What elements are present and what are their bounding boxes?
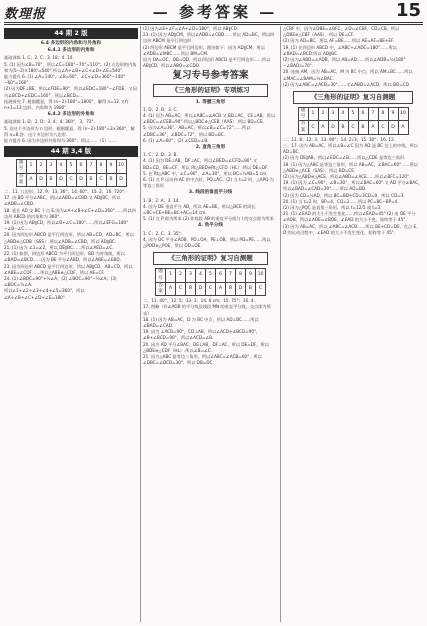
table-cell: 4 xyxy=(56,160,66,173)
answer-paragraph: 能力提升 6. (1) ∠A=140°，∠B=60°，∠C+∠D=360°−140°−60°=160°. xyxy=(4,74,126,86)
answer-paragraph: 5. 在 Rt△ABC 中，∠C=90°，∠A=30°，所以 BC=½AB=5 cm. xyxy=(143,170,268,176)
answer-paragraph: 能力提升 6. 因为多边形外角和为 360°，所以……（1）…… xyxy=(4,138,117,144)
table-cell: D xyxy=(116,173,126,186)
answer-paragraph: 5. (1) 点 P 即为所求.(2) 作线段 AB 的垂直平分线与 l 的交点即为所求. xyxy=(143,216,276,222)
answer-paragraph: 1. B；2. A；3. 14. xyxy=(143,197,180,203)
answer-paragraph: 1. C；2. D；3. B. xyxy=(143,152,178,158)
subsection-heading: 4. 角平分线 xyxy=(198,223,223,229)
section-box: 《三角形的证明》复习自测题 xyxy=(293,91,413,104)
answer-paragraph: 拓展探究 7. 根据题意，得 (n−2)·180°=1800°，解得 n=12.又有 n+1=13 边形，内角和为 1980°. xyxy=(4,98,129,111)
subsection-heading: 1. 等腰三角形 xyxy=(195,99,226,105)
answer-paragraph: 二、11. 8；12. 3；13. 90°；14. 2√3；15. 30°；16. 12. xyxy=(283,136,396,142)
table-row xyxy=(298,121,408,134)
table-cell: C xyxy=(308,121,318,134)
column-2 xyxy=(143,26,278,622)
answer-paragraph: 6. (1) 点 P 运动到 AC 的中点时，PQ⊥AC；(2) 当 t=2 时，△APQ 为等边三角形. xyxy=(143,177,274,189)
answer-paragraph: (2) 因为DF⊥BE，所以∠FDE=90°，所以∠EDC=180°−∠FDE，又因为∠BCD+∠EDC=160°，所以∠BCD=... xyxy=(4,86,137,98)
answer-paragraph: 19. (1) 在四边形 ABCD 中，∠ABC+∠ADC=180°……所以∠BAD=∠BCD.所以 AD∥BC. xyxy=(283,44,397,56)
table-cell: D xyxy=(76,173,86,186)
table-cell: 3 xyxy=(328,108,338,121)
table-cell: 1 xyxy=(26,160,36,173)
table-cell: B xyxy=(246,282,256,295)
answer-paragraph: 21. 因为△ABC 是等边三角形，所以∠ABC=∠ACB=60°，所以∠DBC=∠DCB=30°，所以 DB=DC. xyxy=(143,353,262,366)
answer-paragraph: 18. (1) 因为△ABC 是等边三角形，所以 AB=AC，∠BAC=60°……所以△ABD≌△ACE（SAS），所以 BD=CE. xyxy=(283,161,418,173)
answer-paragraph: 18. 延长 AD 交 BC 于点 E.因为∠A+∠B+∠C+∠D=360°……所以四边形 ABCD 的内角和为 360°. xyxy=(4,207,136,219)
table-cell: C xyxy=(66,173,76,186)
page-header xyxy=(0,0,427,22)
table-cell: C xyxy=(256,282,266,295)
answer-paragraph: 5. 设这个多边形为 n 边形，根据题意，得 (n−2)·180°=3×360°，解得 n=8.答：这个多边形为八边形. xyxy=(4,125,135,137)
section-box: 《三角形的证明》专项练习 xyxy=(153,84,268,97)
newspaper-logo: 数理报 xyxy=(4,7,47,22)
answer-paragraph: 6. (1) ∠A=60°；(2) ∠CED=∠B. xyxy=(143,137,209,143)
answer-paragraph: 20. 连接 AM，因为 AB=AC，M 为 BC 中点，所以 AM⊥BC……所以∠MAC=∠BAM=½∠BAC. xyxy=(283,69,413,81)
answer-paragraph: 23. (1) 因为 AD∥CM，所以∠ADB=∠CBD……所以 AD=BC，所以四边形 ABCM 是平行四边形. xyxy=(143,32,275,44)
answer-paragraph: 基础训练 1. C；2. C；3. 18；4. 10. xyxy=(4,55,74,61)
review-title: 复习专号参考答案 xyxy=(172,70,249,82)
table-cell: 6 xyxy=(358,108,368,121)
table-cell: 4 xyxy=(338,108,348,121)
subsection-heading: 6.4.1 多边形的内角和 xyxy=(47,48,95,54)
table-cell: A xyxy=(398,121,408,134)
table-cell: C xyxy=(176,282,186,295)
table-cell: 6 xyxy=(76,160,86,173)
answer-paragraph: (2) 因为 DE∥AB，所以∠EDC=∠B……所以△CDE 是等边三角形. xyxy=(283,155,406,161)
column-1 xyxy=(4,26,138,622)
answer-paragraph: △CBF 中，因为∠DBE=∠BFC，∠D=∠CBF，CD=CB，所以△DBE≌△CBF（AAS），所以 DE=CF. xyxy=(283,26,400,38)
answer-paragraph: 4. 因为 OC 平分∠AOB，PD⊥OA，PE⊥OB，所以 PD=PE……所以△POD≌△POE，所以 OD=OE. xyxy=(143,236,271,249)
table-cell: 9 xyxy=(106,160,116,173)
answer-paragraph: 19. (1) 因为 AB∥CD，所以∠B+∠C=180°……所以∠EFG=180°−∠B−∠C…… xyxy=(4,220,129,232)
answer-paragraph: (2) 四边形 ABCM 是平行四边形，理由如下：因为 AD∥CM，所以∠ADB=∠MBC……所以 BM=CM. xyxy=(143,44,265,56)
answer-paragraph: 1. C；2. C；3. 35°. xyxy=(143,230,182,236)
answer-paragraph: 20. 因为四边形 ABCD 是平行四边形，所以 AB=CD，AD=BC，所以△ABD≌△CDB（SSS）.所以∠ADB=∠CBD，所以 AD∥BC. xyxy=(4,232,134,244)
table-cell: D xyxy=(196,282,206,295)
page-number: 15 xyxy=(395,0,421,21)
column-3 xyxy=(283,26,423,622)
answer-paragraph: 23. 因为四边形 ABCD 是平行四边形，所以 AB∥CD，AB=CD，所以∠ABE=∠CDF……所以△ABE≌△CDF，所以 AE=CF. xyxy=(4,263,133,275)
table-cell: C xyxy=(206,282,216,295)
answer-table xyxy=(16,159,127,187)
table-cell: 1 xyxy=(308,108,318,121)
table-cell: 题号 xyxy=(156,269,166,282)
answer-paragraph: 19. (1) 因为 ∠C=90°，∠B=30°，所以∠BAC=60°.又 AD 平分∠BAC，所以∠BAD=∠CAD=30°……所以 AD=BD. xyxy=(283,180,423,192)
answer-paragraph: (2) 因为 AD=BC，所以 AF=BE……所以 AE=AF=BE+EF. xyxy=(283,38,395,44)
table-cell: 答案 xyxy=(156,282,166,295)
table-cell: 10 xyxy=(256,269,266,282)
table-cell: 2 xyxy=(36,160,46,173)
table-cell: 1 xyxy=(166,269,176,282)
table-row xyxy=(16,173,126,186)
answer-paragraph: (2) 因为 CD=½AD，所以 BC=BD+CD=3CD=9，所以 CD=3. xyxy=(283,192,405,198)
subsection-heading: 6.4.2 多边形的外角和 xyxy=(47,112,95,118)
table-cell: D xyxy=(56,173,66,186)
answer-paragraph: (2) 因为△ABD≌△ACE，所以∠ABD=∠ACE……所以∠BFC=120°. xyxy=(283,174,411,180)
table-cell: 题号 xyxy=(16,160,26,173)
table-cell: 3 xyxy=(186,269,196,282)
answer-paragraph: 二、11. 八边形；12. 9；13. 36°；14. 60°；15. 2；16. 720°. xyxy=(4,189,126,195)
answer-paragraph: (3) 因为 AB=AC，所以 ∠ABC=∠ACB……所以 BE+CD=DE，在点 E、D 的运动过程中，∠EAD 的大小不发生变化，始终等于 45°. xyxy=(283,223,421,235)
table-cell: B xyxy=(358,121,368,134)
answer-paragraph: 1. D；2. B；3. C. xyxy=(143,106,178,112)
answer-paragraph: 所以∠1+∠2+∠3+∠4+∠5=360°，所以 ∠A+∠B+∠C+∠D+∠E=180°. xyxy=(4,288,85,300)
section-bar: 44 期 2 版 xyxy=(4,28,138,39)
table-cell: A xyxy=(166,282,176,295)
answer-paragraph: (2) 因为∠E+∠F=∠A+∠D=180°，所以 AB∥CD. xyxy=(143,26,239,31)
table-cell: 9 xyxy=(246,269,256,282)
answer-paragraph: 基础训练 1. D；2. D；3. 4；4. 360°，3，72°. xyxy=(4,119,95,125)
table-cell: D xyxy=(328,121,338,134)
column-divider xyxy=(140,26,141,622)
table-cell: B xyxy=(86,173,96,186)
answer-paragraph: 4. (1) 因为 DE⊥AB，DF⊥AC，所以∠BED=∠CFD=90°.又 BD=CD，BE=CF，所以 Rt△BED≌Rt△CFD（HL）.所以 DE=DF. xyxy=(143,158,269,170)
table-cell: 答案 xyxy=(16,173,26,186)
answer-paragraph: 17. 由 BD 平分∠ABC，所以∠ABD=∠CBD.又 AD∥BC，所以∠ADB=∠CBD. xyxy=(4,195,121,207)
answer-table xyxy=(298,107,409,135)
subsection-heading: 6.4 多边形的内角和与外角和 xyxy=(40,41,102,46)
table-cell: 5 xyxy=(348,108,358,121)
answer-paragraph: 21. (1) 因为 ∠1=∠2，所以 DE∥BC……所以∠AED=∠C. xyxy=(4,244,114,250)
table-cell: D xyxy=(388,121,398,134)
column-divider xyxy=(280,26,281,622)
answer-paragraph: 17. 图略（作∠AOB 的平分线及线段 MN 的垂直平分线，交点即为所求）. xyxy=(143,304,271,316)
table-cell: B xyxy=(46,173,56,186)
table-cell: A xyxy=(368,121,378,134)
table-row xyxy=(156,282,266,295)
table-cell: 8 xyxy=(236,269,246,282)
table-cell: A xyxy=(318,121,328,134)
table-cell: B xyxy=(226,282,236,295)
table-cell: 3 xyxy=(46,160,56,173)
answer-paragraph: 19. 因为 ∠ACB=90°，CD⊥AB，所以∠ACD+∠BCD=90°，∠B+∠BCD=90°，所以∠ACD=∠B. xyxy=(143,329,261,341)
table-cell: B xyxy=(186,282,196,295)
answer-paragraph: (2) 因为△PQC 是直角三角形，所以 t=12/5 或 t=3. xyxy=(283,205,382,211)
table-cell: 7 xyxy=(368,108,378,121)
table-cell: 10 xyxy=(398,108,408,121)
subsection-heading: 3. 线段的垂直平分线 xyxy=(188,190,233,196)
table-cell: B xyxy=(338,121,348,134)
answer-paragraph: 20. 因为 AD 平分∠BAC，DE⊥AB，DF⊥AC，所以 DE=DF，所以△BDE≌△CDF（HL）.所以∠B=∠C. xyxy=(143,341,269,353)
table-cell: 2 xyxy=(176,269,186,282)
table-cell: 5 xyxy=(206,269,216,282)
table-cell: 题号 xyxy=(298,108,308,121)
table-cell: B xyxy=(106,173,116,186)
table-cell: C xyxy=(348,121,358,134)
section-box: 《三角形的证明》复习自测题 xyxy=(153,252,268,265)
table-cell: 5 xyxy=(66,160,76,173)
table-cell: 6 xyxy=(216,269,226,282)
table-row xyxy=(156,269,266,282)
table-cell: 7 xyxy=(226,269,236,282)
title-text: 参考答案 xyxy=(178,3,251,21)
table-cell: D xyxy=(36,173,46,186)
table-cell: 2 xyxy=(318,108,328,121)
answer-paragraph: (2) 因为∠ABD=∠ADB，所以 AB=AD……所以∠ADB=½(180°−∠BAD)=70°. xyxy=(283,57,406,69)
answer-paragraph: (2) 因为∠ABC=∠ACB=30°……又∠ABD=∠ACD，所以 BD=CD. xyxy=(283,81,411,87)
answer-paragraph: 三、17. 因为 AB=AC，所以∠B=∠C.因为 AD 是 BC 边上的中线，所以 AD⊥BC. xyxy=(283,143,418,155)
answer-paragraph: 5. 因为∠A=36°，AB=AC，所以∠B=∠C=72°……所以∠DBC=36°，∠BDC=72°，所以 BD=BC. xyxy=(143,125,251,137)
table-cell: 答案 xyxy=(298,121,308,134)
table-cell: 4 xyxy=(196,269,206,282)
table-cell: 10 xyxy=(116,160,126,173)
answer-paragraph: 20. (1) 当 t=2 时，BP=4，CQ=2……所以 PC=BC−BP=4. xyxy=(283,198,399,204)
answer-paragraph: 4. 因为 DE 垂直平分 AB，所以 AE=BE，所以△BCE 的周长=BC+CE+BE=BC+AC=14 cm. xyxy=(143,203,256,216)
answer-table xyxy=(155,268,266,296)
table-cell: 9 xyxy=(388,108,398,121)
answer-paragraph: 5. (1) 因为∠B=70°，所以∠C=180°−70°=110°；(2) 五边形的内角和为(5−2)×180°=540°.所以∠A+∠B+∠C+∠D+∠E=540°. xyxy=(4,61,137,73)
table-cell: 8 xyxy=(96,160,106,173)
table-cell: D xyxy=(236,282,246,295)
subsection-heading: 2. 直角三角形 xyxy=(195,145,226,151)
answer-paragraph: 因为 OA=OC，OB=OD，所以四边形 ABCD 是平行四边形……所以 AB∥CD，所以∠ABO=∠CDO. xyxy=(143,57,271,69)
header-rule-2 xyxy=(4,24,423,25)
table-cell: 8 xyxy=(378,108,388,121)
table-cell: C xyxy=(378,121,388,134)
answer-paragraph: 24. (1) ∠BOC=90°+½∠A；(2) ∠BOC=90°−½∠A；(3) ∠BOC=½∠A. xyxy=(4,275,117,288)
answer-paragraph: 21. (1) ∠EAD 的大小不发生变化……所以∠EAD=45°.(2) 由 OE 平分∠AOB，所以∠AOE=∠BOE，∠EAD 的大小不变，始终等于 45°. xyxy=(283,211,416,223)
header-rule xyxy=(4,22,423,23)
answer-paragraph: 18. (1) 因为 AB=AC，D 为 BC 中点，所以 AD⊥BC……所以∠BAD=∠CAD. xyxy=(143,316,259,328)
table-cell: 7 xyxy=(86,160,96,173)
answer-paragraph: 22. (1) 如图，四边形 ABCD 为平行四边形，BD 为对角线，所以 ∠BAD=∠BCD……因为 BE 平分∠ABD，所以∠ABE=∠EBD. xyxy=(4,251,125,263)
answer-paragraph: 二、11. 40°；12. 5；13. 3；14. 6 cm；15. 75°；16. 4. xyxy=(143,298,255,304)
table-cell: A xyxy=(26,173,36,186)
section-bar: 44 期 3,4 版 xyxy=(4,146,138,157)
table-cell: A xyxy=(216,282,226,295)
table-row xyxy=(298,108,408,121)
table-row xyxy=(16,160,126,173)
answer-paragraph: 4. (1) 因为 AB=AC，所以∠ABC=∠ACB.又 BD⊥AC，CE⊥AB，所以∠BDC=∠CEB=90°.所以△BDC≌△CEB（AAS）.所以 BD=CE. xyxy=(143,113,276,125)
page-title: — 参考答案 — xyxy=(152,3,278,21)
table-cell: C xyxy=(96,173,106,186)
